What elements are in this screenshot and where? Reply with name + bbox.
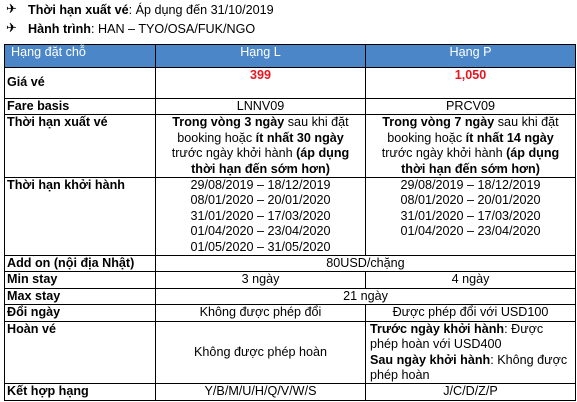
addon-value: 80USD/chặng — [156, 256, 576, 272]
date-range: 08/01/2020 – 20/01/2020 — [400, 193, 541, 208]
refund-text: : Không được — [490, 352, 568, 367]
date-range: 29/08/2019 – 18/12/2019 — [190, 178, 331, 193]
header-line-route — [6, 19, 574, 38]
combination-class-p: J/C/D/Z/P — [366, 384, 576, 400]
date-range: 01/04/2020 – 23/04/2020 — [190, 224, 331, 239]
refund-line: phép hoàn với USD400 — [370, 337, 502, 352]
ticketing-bold: ít nhất 30 ngày — [255, 130, 344, 145]
header-key: Hành trình — [28, 21, 91, 36]
date-range: 08/01/2020 – 20/01/2020 — [190, 193, 331, 208]
max-stay-value: 21 ngày — [156, 288, 576, 304]
refund-class-l: Không được phép hoàn — [156, 321, 366, 384]
ticketing-line — [158, 115, 363, 130]
refund-text: : Được — [504, 321, 544, 336]
row-label-refund: Hoàn vé — [5, 321, 156, 384]
header-separator: : — [90, 21, 98, 36]
change-date-class-p: Được phép đổi với USD100 — [366, 305, 576, 321]
row-label-change-date: Đổi ngày — [5, 305, 156, 321]
table-row-max-stay — [5, 288, 576, 304]
column-header-class-p: Hạng P — [366, 45, 576, 68]
ticketing-bold: ít nhất 14 ngày — [465, 130, 554, 145]
min-stay-class-p: 4 ngày — [366, 272, 576, 288]
refund-line — [370, 322, 573, 337]
ticketing-line — [368, 131, 573, 146]
date-range: 31/01/2020 – 17/03/2020 — [190, 208, 331, 223]
row-label-departure: Thời hạn khởi hành — [5, 178, 156, 256]
date-range: 01/04/2020 – 23/04/2020 — [400, 224, 541, 239]
table-row-refund — [5, 321, 576, 384]
table-row-addon — [5, 256, 576, 272]
fare-header — [6, 0, 574, 38]
header-separator: : — [128, 2, 136, 17]
ticketing-text: sau khi đặt — [284, 115, 349, 130]
date-range: 01/05/2020 – 31/05/2020 — [190, 239, 331, 254]
header-value: Áp dụng đến 31/10/2019 — [135, 2, 274, 17]
ticketing-bold: (áp dụng — [296, 146, 350, 161]
column-header-class-l: Hạng L — [156, 45, 366, 68]
table-row-change-date — [5, 305, 576, 321]
price-class-l: 399 — [156, 68, 366, 99]
table-row-departure — [5, 178, 576, 256]
ticketing-line — [158, 131, 363, 146]
ticketing-line: thời hạn đến sớm hơn) — [191, 161, 330, 176]
ticketing-text: booking hoặc — [387, 130, 466, 145]
table-row-fare-basis — [5, 99, 576, 115]
refund-bold: Trước ngày khởi hành — [370, 321, 505, 336]
ticketing-text: sau khi đặt — [494, 115, 559, 130]
refund-bold: Sau ngày khởi hành — [370, 352, 491, 367]
fare-table — [4, 44, 576, 401]
table-row-combination — [5, 384, 576, 400]
table-header-row — [5, 45, 576, 68]
ticketing-class-p — [366, 115, 576, 178]
row-label-ticketing: Thời hạn xuất vé — [5, 115, 156, 178]
ticketing-line — [158, 146, 363, 161]
ticketing-line — [368, 115, 573, 130]
row-label-fare-basis: Fare basis — [5, 99, 156, 115]
ticketing-text: booking hoặc — [177, 130, 256, 145]
table-row-min-stay — [5, 272, 576, 288]
ticketing-bold: (áp dụng — [506, 146, 560, 161]
header-line-ticketing — [6, 0, 574, 19]
table-row-ticketing — [5, 115, 576, 178]
row-label-price: Giá vé — [5, 68, 156, 99]
ticketing-bold: Trong vòng 7 ngày — [382, 115, 495, 130]
date-range: 29/08/2019 – 18/12/2019 — [400, 178, 541, 193]
header-value: HAN – TYO/OSA/FUK/NGO — [97, 21, 256, 36]
row-label-combination: Kết hợp hạng — [5, 384, 156, 400]
refund-class-p — [366, 321, 576, 384]
table-row-price — [5, 68, 576, 99]
change-date-class-l: Không được phép đổi — [156, 305, 366, 321]
fare-basis-class-l: LNNV09 — [156, 99, 366, 115]
airplane-icon: ✈ — [6, 2, 17, 17]
date-range: 31/01/2020 – 17/03/2020 — [400, 208, 541, 223]
row-label-addon: Add on (nội địa Nhật) — [5, 256, 156, 272]
price-class-p: 1,050 — [366, 68, 576, 99]
departure-class-l — [156, 178, 366, 256]
refund-line: phép hoàn — [370, 367, 430, 382]
ticketing-line: thời hạn đến sớm hơn) — [401, 161, 540, 176]
refund-line — [370, 353, 573, 368]
departure-class-p — [366, 178, 576, 256]
ticketing-line — [368, 146, 573, 161]
combination-class-l: Y/B/M/U/H/Q/V/W/S — [156, 384, 366, 400]
row-label-min-stay: Min stay — [5, 272, 156, 288]
ticketing-class-l — [156, 115, 366, 178]
ticketing-bold: Trong vòng 3 ngày — [172, 115, 285, 130]
airplane-icon: ✈ — [6, 21, 17, 36]
min-stay-class-l: 3 ngày — [156, 272, 366, 288]
ticketing-text: trước ngày khởi hành — [171, 146, 297, 161]
header-key: Thời hạn xuất vé — [28, 2, 129, 17]
ticketing-text: trước ngày khởi hành — [381, 146, 507, 161]
column-header-booking-class: Hạng đặt chỗ — [5, 45, 156, 68]
fare-basis-class-p: PRCV09 — [366, 99, 576, 115]
row-label-max-stay: Max stay — [5, 288, 156, 304]
